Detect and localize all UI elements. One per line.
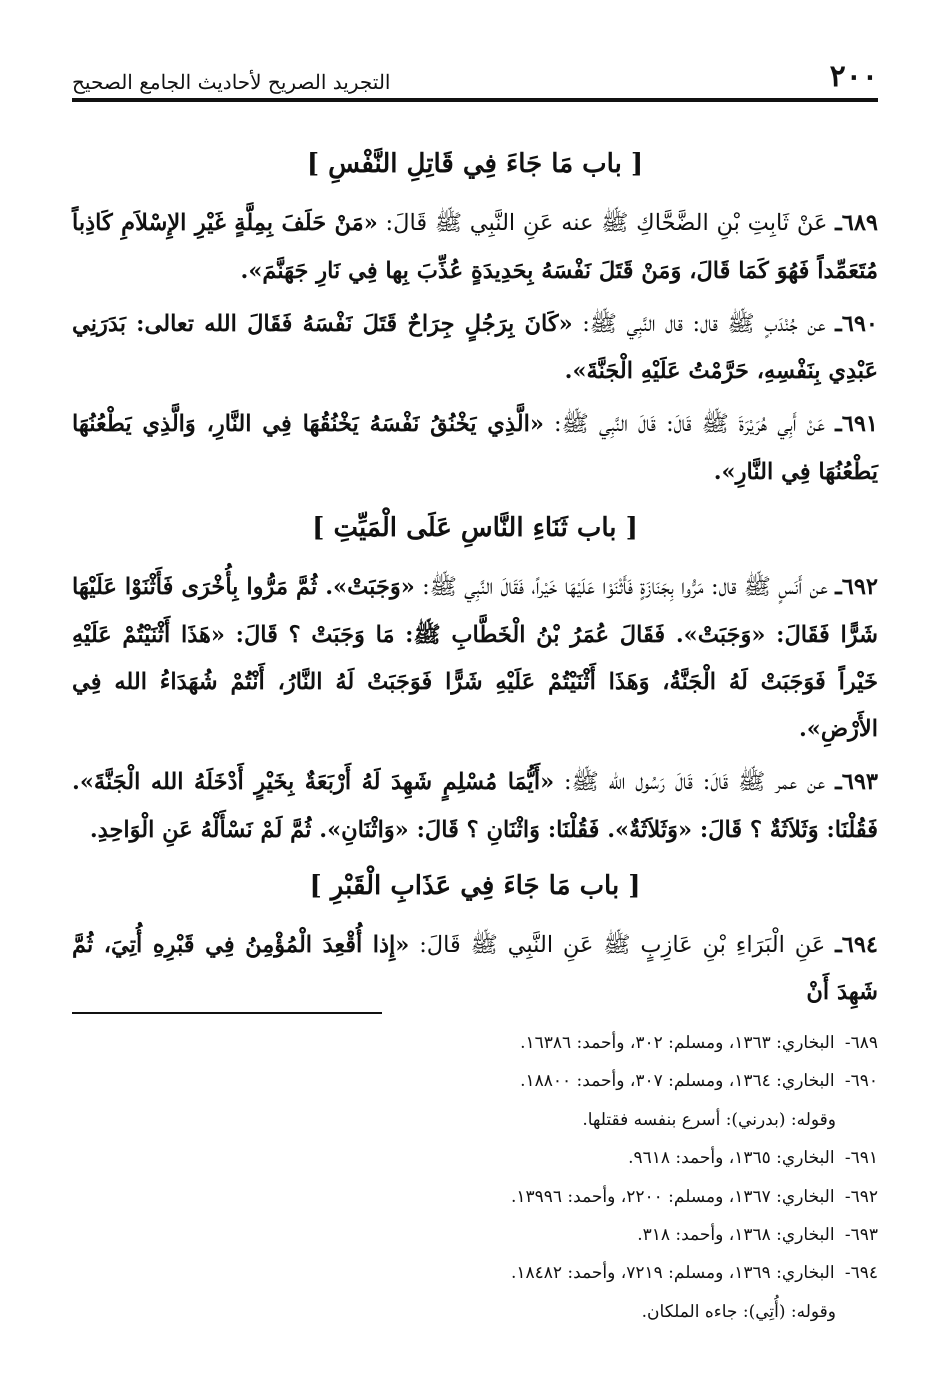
footnote [72,1062,878,1100]
footnote [72,1254,878,1292]
footnote [72,1178,878,1216]
footnote-number: ٦٨٩- [844,1033,878,1053]
hadith-intro: عَنِ الْبَرَاءِ بْنِ عَازِبٍ ﷺ عَنِ النَّبِي ﷺ قَالَ: [419,932,826,959]
footnote [72,1139,878,1177]
footnote-number: ٦٩٣- [844,1225,878,1246]
running-header [72,48,878,102]
body-text [72,132,878,1023]
footnote-text: وقوله: (بدرني): أسرع بنفسه فقتلها. [582,1109,836,1130]
footnote-gloss [72,1101,878,1139]
hadith-text: «وَجَبَتْ». ثُمَّ مَرُّوا بِأُخْرَى فَأَثْنَوْا عَلَيْهَا شَرًّا فَقَالَ: «وَجَبَتْ». فَقَالَ عُمَرُ بْنُ الْخَطَّابِ ﷺ: مَا وَجَبَتْ ؟ قَالَ: «هَذَا أَثْنَيْتُمْ عَلَيْهِ خَيْراً فَوَجَبَتْ لَهُ الْجَنَّةُ، وَهَذَا أَثْنَيْتُمْ عَلَيْهِ شَرًّا فَوَجَبَتْ لَهُ النَّارُ، أَنْتُمْ شُهَدَاءُ الله فِي الأَرْضِ». [72,574,878,743]
hadith-text: «مَنْ حَلَفَ بِمِلَّةٍ غَيْرِ الإِسْلاَمِ كَاذِباً مُتَعَمِّداً فَهُوَ كَمَا قَالَ، وَمَنْ قَتَلَ نَفْسَهُ بِحَدِيدَةٍ عُذِّبَ بِها فِي نَارِ جَهَنَّمَ». [72,210,878,284]
hadith-text: «أَيُّمَا مُسْلِمٍ شَهِدَ لَهُ أَرْبَعَةٌ بِخَيْرٍ أَدْخَلَهُ الله الْجَنَّةَ». فَقُلْنَا: وَثَلاَثَةٌ ؟ قَالَ: «وَثَلاَثَةٌ». فَقُلْنَا: وَاثْنَانِ ؟ قَالَ: «وَاثْنَانِ». ثُمَّ لَمْ نَسْأَلْهُ عَنِ الْوَاحِدِ. [72,769,878,843]
footnote-text: البخاري: ١٣٦٥، وأحمد: ٩٦١٨. [628,1148,835,1169]
footnote-number: ٦٩٤- [844,1263,878,1284]
hadith-691 [72,401,878,496]
book-title: التجريد الصريح لأحاديث الجامع الصحيح [72,70,391,94]
footnote-text: وقوله: (أُتِي): جاءه الملكان. [641,1301,836,1322]
chapter-heading: [ باب ثَنَاءِ النَّاسِ عَلَى الْمَيِّتِ ] [312,512,638,543]
footnote-divider [72,1012,382,1014]
hadith-intro: عن عمر ﷺ قَالَ: قَالَ رَسُول الله ﷺ: [564,769,826,796]
hadith-number: ٦٩٤ـ [835,932,879,959]
hadith-693 [72,759,878,854]
footnote-text: البخاري: ١٣٦٨، وأحمد: ٣١٨. [637,1225,835,1246]
hadith-text: «إِذا أُقْعِدَ الْمُؤْمِنُ فِي قَبْرِهِ أُتِيَ، ثُمَّ شَهِدَ أَنْ [72,932,878,1006]
footnote-gloss [72,1293,878,1331]
hadith-text: «كَانَ بِرَجُلٍ جِرَاحٌ قَتَلَ نَفْسَهُ فَقَالَ الله تعالى: بَدَرَنِي عَبْدِي بِنَفْسِهِ، حَرَّمْتُ عَلَيْهِ الْجَنَّةَ». [72,310,878,385]
footnote-number: ٦٩٠- [844,1071,878,1092]
hadith-intro: عن جُنْدَبٍ ﷺ قال: قال النَّبِي ﷺ: [582,310,826,337]
page-number: ٢٠٠ [829,59,878,94]
footnote-number: ٦٩٢- [844,1186,878,1207]
chapter-heading: [ باب مَا جَاءَ فِي عَذَابِ الْقَبْرِ ] [309,870,641,901]
footnote [72,1024,878,1062]
hadith-692 [72,564,878,753]
footnote-text: البخاري: ١٣٦٣، ومسلم: ٣٠٢، وأحمد: ١٦٣٨٦. [520,1033,835,1053]
chapter-heading: [ باب مَا جَاءَ فِي قَاتِلِ النَّفْسِ ] [306,149,644,179]
hadith-number: ٦٩٢ـ [835,574,879,601]
hadith-number: ٦٩٣ـ [835,769,879,796]
footnote [72,1216,878,1254]
hadith-694 [72,922,878,1017]
hadith-number: ٦٩٠ـ [835,310,879,337]
footnote-text: البخاري: ١٣٦٤، ومسلم: ٣٠٧، وأحمد: ١٨٨٠٠. [520,1071,835,1092]
footnote-text: البخاري: ١٣٦٧، ومسلم: ٢٢٠٠، وأحمد: ١٣٩٩٦. [510,1186,835,1207]
hadith-intro: عَنْ ثَابِتِ بْنِ الضَّحَّاكِ ﷺ عنه عَنِ النَّبِي ﷺ قَالَ: [385,210,828,237]
hadith-number: ٦٩١ـ [835,411,878,438]
hadith-intro: عَنْ أَبِي هُرَيْرَةَ ﷺ قَالَ: قَالَ النَّبِي ﷺ: [554,411,826,438]
hadith-number: ٦٨٩ـ [835,210,878,237]
hadith-689 [72,200,878,295]
footnote-number: ٦٩١- [844,1148,878,1169]
footnotes [72,1024,878,1331]
hadith-intro: عن أَنَسٍ ﷺ قال: مَرُّوا بِجَنَازَةٍ فَأَثْنَوْا عَلَيْهَا خَيْراً، فَقَالَ النَّبِي ﷺ: [422,574,828,601]
hadith-690 [72,301,878,396]
footnote-text: البخاري: ١٣٦٩، ومسلم: ٧٢١٩، وأحمد: ١٨٤٨٢. [510,1263,835,1284]
hadith-text: «الَّذِي يَخْنُقُ نَفْسَهُ يَخْنُقُهَا فِي النَّارِ، وَالَّذِي يَطْعُنُهَا يَطْعُنُهَا فِي النَّارِ». [72,411,878,485]
